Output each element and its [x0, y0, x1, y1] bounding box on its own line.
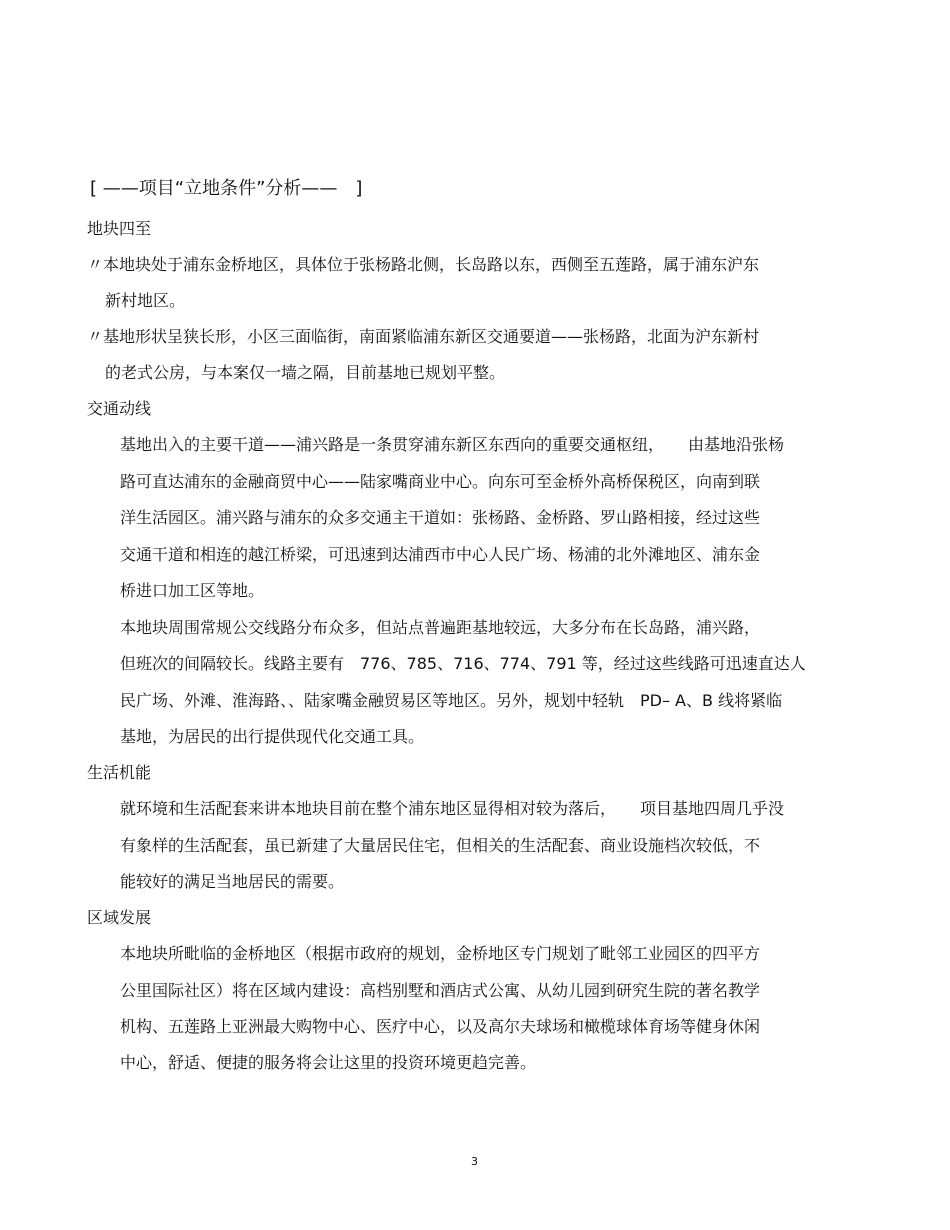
body-line: 就环境和生活配套来讲本地块目前在整个浦东地区显得相对较为落后， 项目基地四周几乎没	[120, 799, 785, 818]
body-line: 洋生活园区。浦兴路与浦东的众多交通主干道如：张杨路、金桥路、罗山路相接，经过这些	[120, 508, 761, 527]
body-line: 基地，为居民的出行提供现代化交通工具。	[120, 727, 425, 746]
section-heading: 交通动线	[87, 399, 152, 418]
body-line: 本地块所毗临的金桥地区（根据市政府的规划，金桥地区专门规划了毗邻工业园区的四平方	[120, 944, 761, 963]
body-line: 本地块周围常规公交线路分布众多，但站点普遍距基地较远，大多分布在长岛路，浦兴路，	[120, 618, 761, 637]
body-line: 能较好的满足当地居民的需要。	[120, 872, 345, 891]
body-line: 〃基地形状呈狭长形，小区三面临街，南面紧临浦东新区交通要道——张杨路，北面为沪东新村	[87, 327, 760, 346]
body-line: 机构、五莲路上亚洲最大购物中心、医疗中心，以及高尔夫球场和橄榄球体育场等健身休闲	[120, 1017, 761, 1036]
body-line: 路可直达浦东的金融商贸中心——陆家嘴商业中心。向东可至金桥外高桥保税区，向南到联	[120, 472, 761, 491]
document-title: [ ——项目“立地条件”分析—— ]	[90, 178, 363, 199]
body-line: 中心，舒适、便捷的服务将会让这里的投资环境更趋完善。	[120, 1053, 537, 1072]
body-line: 的老式公房，与本案仅一墙之隔，目前基地已规划平整。	[105, 363, 506, 382]
section-heading: 区域发展	[87, 908, 152, 927]
section-heading: 地块四至	[87, 219, 152, 238]
body-line: 〃本地块处于浦东金桥地区，具体位于张杨路北侧，长岛路以东，西侧至五莲路，属于浦东沪东	[87, 255, 760, 274]
body-line: 有象样的生活配套，虽已新建了大量居民住宅，但相关的生活配套、商业设施档次较低，不	[120, 836, 761, 855]
body-line: 新村地区。	[105, 291, 186, 310]
section-heading: 生活机能	[87, 763, 152, 782]
body-line: 基地出入的主要干道——浦兴路是一条贯穿浦东新区东西向的重要交通枢纽， 由基地沿张杨	[120, 435, 785, 454]
body-line: 但班次的间隔较长。线路主要有 776、785、716、774、791 等，经过这些线路可迅速直达人	[120, 654, 806, 673]
body-line: 交通干道和相连的越江桥梁，可迅速到达浦西市中心人民广场、杨浦的北外滩地区、浦东金	[120, 545, 761, 564]
body-line: 民广场、外滩、淮海路、、陆家嘴金融贸易区等地区。另外，规划中轻轨 PD– A、B 线将紧临	[120, 691, 783, 710]
page-number: 3	[471, 1155, 478, 1168]
body-line: 桥进口加工区等地。	[120, 581, 265, 600]
body-line: 公里国际社区）将在区域内建设：高档别墅和酒店式公寓、从幼儿园到研究生院的著名教学	[120, 981, 761, 1000]
